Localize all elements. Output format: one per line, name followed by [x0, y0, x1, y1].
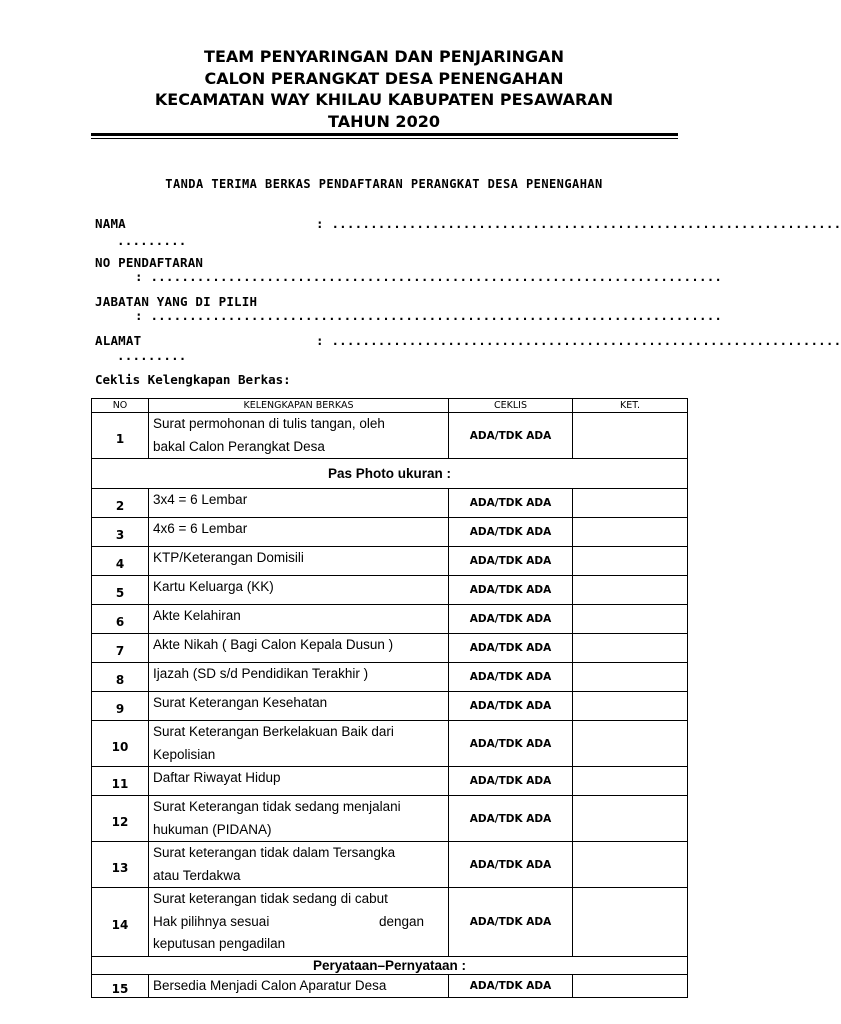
row-ket[interactable] [573, 974, 688, 998]
row-item-line: Akte Kelahiran [153, 608, 241, 623]
alamat-label: ALAMAT [95, 333, 142, 348]
row-ket[interactable] [573, 413, 688, 459]
row-ket[interactable] [573, 721, 688, 767]
row-item-line: Akte Nikah ( Bagi Calon Kepala Dusun ) [153, 637, 394, 652]
row-item [149, 974, 449, 998]
row-ket[interactable] [573, 888, 688, 957]
row-number: 4 [92, 547, 149, 576]
header-block [0, 46, 768, 132]
alamat-field-continuation[interactable]: ......... [117, 348, 187, 363]
row-number: 3 [92, 518, 149, 547]
table-row [92, 692, 688, 721]
row-number: 13 [92, 842, 149, 888]
row-ceklis[interactable]: ADA/TDK ADA [449, 547, 573, 576]
row-item-line: Ijazah (SD s/d Pendidikan Terakhir ) [153, 666, 369, 681]
no-pendaftaran-field[interactable]: : .......................................................................... [135, 269, 723, 284]
row-number: 10 [92, 721, 149, 767]
row-item-line: KTP/Keterangan Domisili [153, 550, 304, 565]
row-item-line: Kartu Keluarga (KK) [153, 579, 274, 594]
header-line-3: KECAMATAN WAY KHILAU KABUPATEN PESAWARAN [154, 90, 614, 109]
nama-label: NAMA [95, 216, 126, 231]
row-number: 11 [92, 767, 149, 796]
row-ket[interactable] [573, 767, 688, 796]
row-item-line: Surat Keterangan Berkelakuan Baik dari [153, 724, 394, 739]
row-number: 2 [92, 489, 149, 518]
table-row [92, 842, 688, 888]
row-ceklis[interactable]: ADA/TDK ADA [449, 634, 573, 663]
row-number: 7 [92, 634, 149, 663]
checklist-body [92, 413, 688, 998]
table-section-row [92, 956, 688, 974]
table-row [92, 547, 688, 576]
table-row [92, 576, 688, 605]
header-rule-thin [91, 138, 678, 139]
header-rule-thick [91, 133, 678, 136]
header-no: NO [92, 399, 149, 413]
row-ket[interactable] [573, 576, 688, 605]
row-ket[interactable] [573, 634, 688, 663]
row-item-line: Surat keterangan tidak sedang di cabut [153, 891, 388, 906]
row-number: 14 [92, 888, 149, 957]
row-item [149, 888, 449, 957]
row-item-line: atau Terdakwa [153, 867, 241, 883]
row-ceklis[interactable]: ADA/TDK ADA [449, 888, 573, 957]
row-ket[interactable] [573, 663, 688, 692]
row-ceklis[interactable]: ADA/TDK ADA [449, 796, 573, 842]
row-ceklis[interactable]: ADA/TDK ADA [449, 663, 573, 692]
row-item [149, 767, 449, 796]
table-row [92, 796, 688, 842]
row-item-line: 3x4 = 6 Lembar [153, 492, 248, 507]
table-row [92, 518, 688, 547]
row-number: 6 [92, 605, 149, 634]
row-ceklis[interactable]: ADA/TDK ADA [449, 842, 573, 888]
row-item-line: Daftar Riwayat Hidup [153, 770, 281, 785]
row-item [149, 547, 449, 576]
row-item [149, 605, 449, 634]
row-ket[interactable] [573, 518, 688, 547]
row-item [149, 692, 449, 721]
table-section-row [92, 459, 688, 489]
row-item-line: Kepolisian [153, 746, 216, 762]
row-item-line: Surat keterangan tidak dalam Tersangka [153, 845, 396, 860]
header-kelengkapan: KELENGKAPAN BERKAS [149, 399, 449, 413]
header-ceklis: CEKLIS [449, 399, 573, 413]
checklist-table [91, 398, 688, 998]
table-row [92, 413, 688, 459]
table-row [92, 888, 688, 957]
row-number: 1 [92, 413, 149, 459]
row-ceklis[interactable]: ADA/TDK ADA [449, 605, 573, 634]
row-ket[interactable] [573, 796, 688, 842]
row-ceklis[interactable]: ADA/TDK ADA [449, 692, 573, 721]
table-row [92, 974, 688, 998]
row-ceklis[interactable]: ADA/TDK ADA [449, 576, 573, 605]
row-item [149, 796, 449, 842]
row-ceklis[interactable]: ADA/TDK ADA [449, 767, 573, 796]
row-item-line: bakal Calon Perangkat Desa [153, 438, 325, 454]
table-row [92, 767, 688, 796]
table-header-row [92, 399, 688, 413]
row-item [149, 413, 449, 459]
section-heading: Peryataan–Pernyataan : [92, 956, 688, 974]
row-ket[interactable] [573, 547, 688, 576]
section-heading: Pas Photo ukuran : [92, 459, 688, 489]
row-ket[interactable] [573, 842, 688, 888]
row-item [149, 842, 449, 888]
alamat-field[interactable]: : .................................................................. [316, 333, 841, 348]
header-ket: KET. [573, 399, 688, 413]
row-ket[interactable] [573, 692, 688, 721]
row-item [149, 489, 449, 518]
document-title: TANDA TERIMA BERKAS PENDAFTARAN PERANGKAT DESA PENENGAHAN [165, 177, 603, 191]
row-ceklis[interactable]: ADA/TDK ADA [449, 721, 573, 767]
row-number: 15 [92, 974, 149, 998]
header-line-4: TAHUN 2020 [328, 111, 440, 131]
table-row [92, 634, 688, 663]
checklist-label: Ceklis Kelengkapan Berkas: [95, 372, 291, 387]
row-item [149, 634, 449, 663]
row-number: 8 [92, 663, 149, 692]
row-item-line: Bersedia Menjadi Calon Aparatur Desa [153, 977, 387, 993]
row-ket[interactable] [573, 605, 688, 634]
row-ceklis[interactable]: ADA/TDK ADA [449, 974, 573, 998]
justified-word: Hak pilihnya sesuai [153, 913, 270, 929]
row-item-line: keputusan pengadilan [153, 936, 286, 951]
table-row [92, 489, 688, 518]
row-number: 5 [92, 576, 149, 605]
row-item-line: hukuman (PIDANA) [153, 821, 272, 837]
row-item-line: Surat Keterangan Kesehatan [153, 695, 328, 710]
row-item-line [153, 911, 448, 934]
row-item [149, 721, 449, 767]
row-item-line: Surat permohonan di tulis tangan, oleh [153, 416, 385, 431]
nama-field[interactable]: : .................................................................. [316, 216, 841, 231]
row-ket[interactable] [573, 489, 688, 518]
row-ceklis[interactable]: ADA/TDK ADA [449, 413, 573, 459]
nama-field-continuation[interactable]: ......... [117, 233, 187, 248]
row-item-line: Surat Keterangan tidak sedang menjalani [153, 799, 401, 814]
row-item-line: 4x6 = 6 Lembar [153, 521, 248, 536]
no-pendaftaran-label: NO PENDAFTARAN [95, 255, 204, 270]
table-row [92, 605, 688, 634]
header-line-1: TEAM PENYARINGAN DAN PENJARINGAN [204, 47, 564, 66]
row-item [149, 576, 449, 605]
row-number: 9 [92, 692, 149, 721]
justified-word: dengan [378, 913, 424, 929]
jabatan-field[interactable]: : .......................................................................... [135, 308, 723, 323]
jabatan-label: JABATAN YANG DI PILIH [95, 294, 258, 309]
row-item [149, 663, 449, 692]
row-number: 12 [92, 796, 149, 842]
row-item [149, 518, 449, 547]
row-ceklis[interactable]: ADA/TDK ADA [449, 489, 573, 518]
table-row [92, 663, 688, 692]
table-row [92, 721, 688, 767]
header-line-2: CALON PERANGKAT DESA PENENGAHAN [204, 68, 564, 88]
row-ceklis[interactable]: ADA/TDK ADA [449, 518, 573, 547]
